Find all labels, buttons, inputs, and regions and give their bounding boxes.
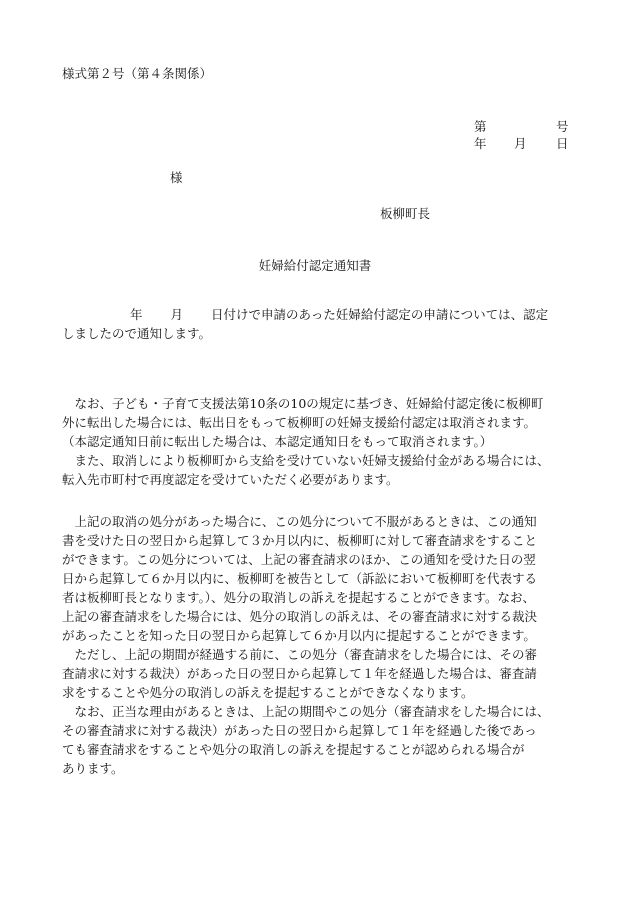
notice2-line: があったことを知った日の翌日から起算して６か月以内に提起することができます。	[62, 628, 536, 643]
notice2-line: 査請求に対する裁決）があった日の翌日から起算して１年を経過した場合は、審査請	[62, 666, 537, 681]
notice2-line: 上記の取消の処分があった場合に、この処分について不服があるときは、この通知	[62, 514, 537, 529]
notice1-line: 外に転出した場合には、転出日をもって板柳町の妊婦支援給付認定は取消されます。	[62, 415, 537, 430]
addressee: 様	[170, 170, 183, 185]
notice2-line: 求をすることや処分の取消しの訴えを提起することができなくなります。	[62, 685, 474, 700]
notice1-line: 転入先市町村で再度認定を受けていただく必要があります。	[62, 472, 399, 487]
issuer: 板柳町長	[380, 206, 431, 221]
notice1-line: なお、子ども・子育て支援法第10条の10の規定に基づき、妊婦給付認定後に板柳町	[62, 396, 544, 411]
notice2-line: 者は板柳町長となります。）、処分の取消しの訴えを提起することができます。なお、	[62, 590, 536, 605]
date-day: 日	[556, 136, 569, 151]
cancellation-notice	[62, 394, 572, 489]
notice2-line: 書を受けた日の翌日から起算して３か月以内に、板柳町に対して審査請求をすること	[62, 533, 538, 548]
notice2-line: ができます。この処分については、上記の審査請求のほか、この通知を受けた日の翌	[62, 552, 536, 567]
body-line2: しましたので通知します。	[62, 326, 212, 341]
number-suffix: 号	[556, 119, 569, 134]
body-paragraph	[62, 305, 572, 343]
notice2-line: 上記の審査請求をした場合には、処分の取消しの訴えは、その審査請求に対する裁決	[62, 609, 538, 624]
number-prefix: 第	[474, 119, 487, 134]
notice2-line: ただし、上記の期間が経過する前に、この処分（審査請求をした場合には、その審	[62, 647, 538, 662]
notice2-line: あります。	[62, 761, 124, 776]
notice1-line: また、取消しにより板柳町から支給を受けていない妊婦支援給付金がある場合には、	[62, 453, 550, 468]
notice1-line: （本認定通知日前に転出した場合は、本認定通知日をもって取消されます。）	[62, 434, 493, 449]
form-label: 様式第２号（第４条関係）	[62, 66, 213, 81]
appeal-notice	[62, 512, 572, 778]
body-line1: 日付けで申請のあった妊婦給付認定の申請については、認定	[211, 307, 549, 322]
date-year: 年	[474, 136, 487, 151]
notice2-line: その審査請求に対する裁決）があった日の翌日から起算して１年を経過した後であっ	[62, 723, 537, 738]
notice2-line: 日から起算して６か月以内に、板柳町を被告として（訴訟において板柳町を代表する	[62, 571, 538, 586]
body-year: 年	[130, 307, 143, 322]
body-month: 月	[170, 307, 184, 322]
notice2-line: ても審査請求をすることや処分の取消しの訴えを提起することが認められる場合が	[62, 742, 525, 757]
date-month: 月	[514, 136, 527, 151]
notice2-line: なお、正当な理由があるときは、上記の期間やこの処分（審査請求をした場合には、	[62, 704, 550, 719]
page-title: 妊婦給付認定通知書	[258, 258, 372, 273]
